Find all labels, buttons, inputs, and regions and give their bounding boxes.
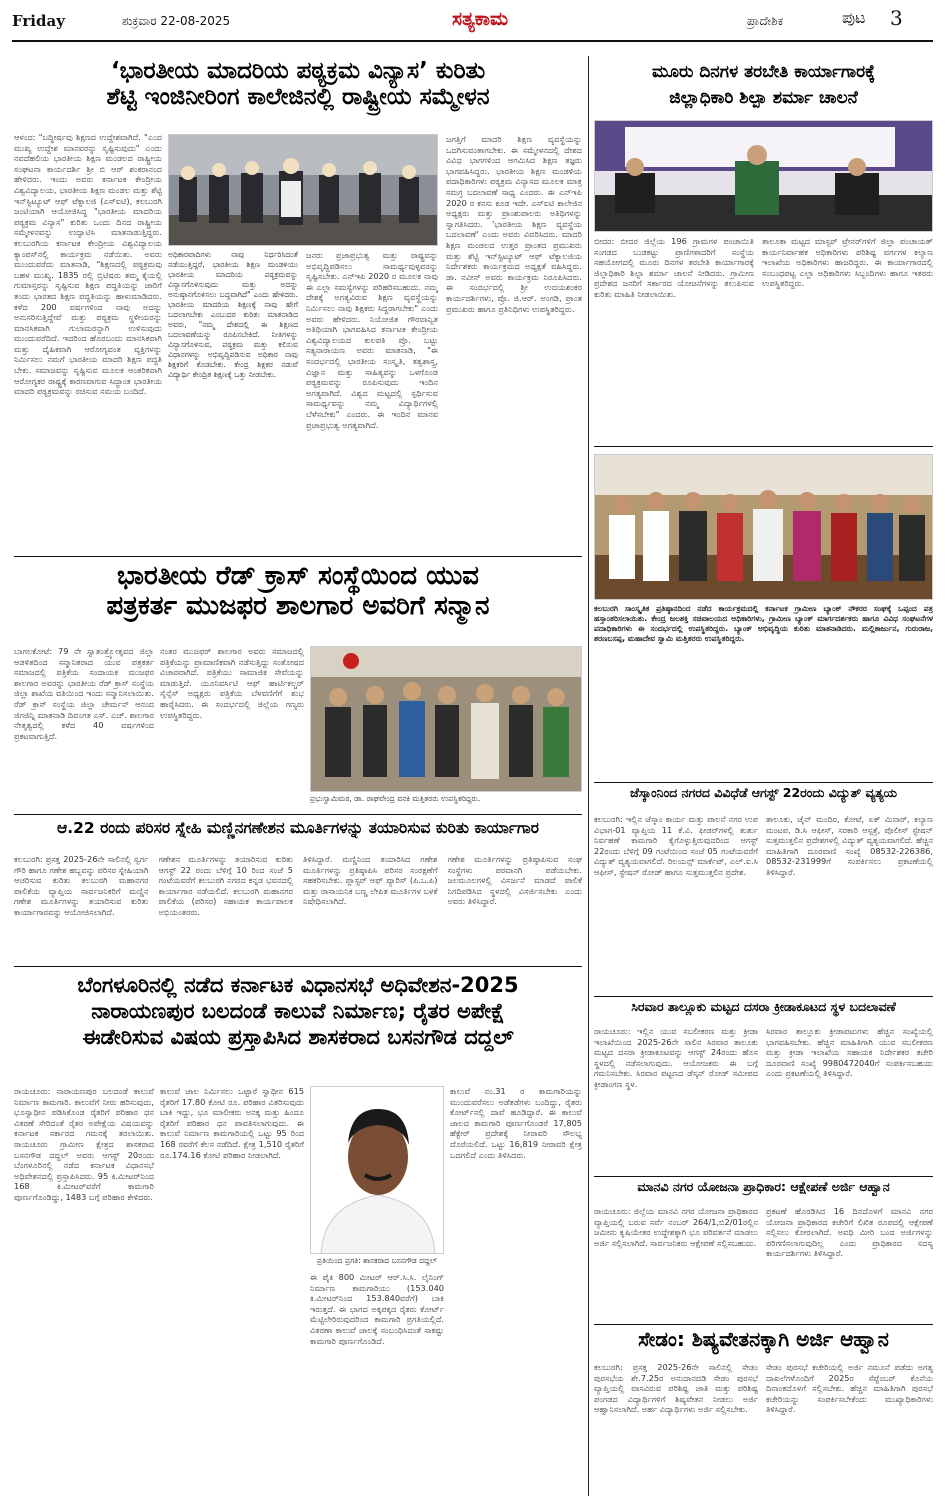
divider [594, 782, 933, 783]
article4-col2: ಕಾಲುವೆ ಜಾಲ ನಿರ್ಮಿಸಲು ಒಟ್ಟಾರೆ ಸ್ವಾಧೀನ 615 ರೈತರಿಗೆ 17.80 ಕೋಟಿ ರೂ. ಪರಿಹಾರ ವಿತರಿಸುವುದು ಬಾಕಿ ಇದ್ದು, ಭೂ ಮಾಲೀಕರು ಅನಕ್ಕ ಮತ್ತು ಹಿಂದೂ ರೈತರಿಗೆ ಪರಿಹಾರ ಧನ ಪಾವತಿಸಲಾಗುವುದು. ಈ ಕಾಲುವೆ ನಿರ್ಮಾಣ ಕಾಮಗಾರಿಯಲ್ಲಿ ಒಟ್ಟು 95 ರಿಂದ 168 ರವರೆಗೆ ಕೆಲಸ ನಡೆದಿದೆ. ಕ್ಷೇತ್ರ 1,510 ರೈತರಿಗೆ ರೂ.174.16 ಕೋಟಿ ಪರಿಹಾರ ನೀಡಲಾಗಿದೆ. [160, 1086, 304, 1160]
header-rule [12, 40, 933, 42]
article3-headline: ಆ.22 ರಂದು ಪರಿಸರ ಸ್ನೇಹಿ ಮಣ್ಣಿನಗಣೇಶನ ಮೂರ್ತಿಗಳನ್ನು ತಯಾರಿಸುವ ಕುರಿತು ಕಾರ್ಯಾಗಾರ [57, 820, 539, 837]
divider [14, 814, 582, 815]
article4-headline [14, 972, 582, 1078]
article4-col1: ರಾಯಚೂರು: ನಾರಾಯಣಪುರ ಬಲದಂಡೆ ಕಾಲುವೆ ನಿರ್ಮಾಣ ಕಾಮಗಾರಿ. ಕಾಲುವೆಗೆ ನೀರು ಹರಿಸುವುದು, ಭೂಸ್ವಾಧೀನ ಪಡಿಸಿಕೊಂಡ ರೈತರಿಗೆ ಪರಿಹಾರ ಧನ ವಿತರಣೆ ಸೇರಿದಂತೆ ರೈತರ ಅಪೇಕ್ಷೆಯ ವಿಷಯವನ್ನು ಕರ್ನಾಟಕ ಸರ್ಕಾರದ ಗಮನಕ್ಕೆ ತರಲಾಯಿತು. ರಾಯಚೂರು ಗ್ರಾಮೀಣ ಕ್ಷೇತ್ರದ ಶಾಸಕರಾದ ಬಸನಗೌಡ ದದ್ದಲ್ ಅವರು ಆಗಸ್ಟ್ 20ರಂದು ಬೆಂಗಳೂರಿನಲ್ಲಿ ನಡೆದ ಕರ್ನಾಟಕ ವಿಧಾನಸಭೆ ಅಧಿವೇಶನದಲ್ಲಿ ಪ್ರಸ್ತಾಪಿಸಿದರು. 95 ಕಿ.ಮೀಟರ್‌ನಿಂದ 168 ಕಿ.ಮೀಟರ್‌ವರೆಗೆ ಕಾಮಗಾರಿ ಪೂರ್ಣಗೊಂಡಿದ್ದು, 1483 ಬಗ್ಗೆ ಪರಿಹಾರ ಕೇಳಿದರು. [14, 1086, 154, 1202]
sidebar2-caption: ಕಲಬುರಗಿ ಸಾಂಸ್ಕೃತಿಕ ಪ್ರತಿಷ್ಠಾನದಿಂದ ನಡೆದ ಕಾರ್ಯಕ್ರಮದಲ್ಲಿ ಕರ್ನಾಟಕ ಗ್ರಾಮೀಣ ಬ್ಯಾಂಕ್ ನೌಕರರ ಸಂಘಕ್ಕೆ ಒಪ್ಪಂದ ಪತ್ರ ಹಸ್ತಾಂತರಿಸಲಾಯಿತು. ಕೇಂದ್ರ ಜಲಶಕ್ತಿ ಸಚಿವಾಲಯದ ಅಧಿಕಾರಿಗಳು, ಗ್ರಾಮೀಣ ಬ್ಯಾಂಕ್ ಮಾರ್ಗದರ್ಶಕರು ಹಾಗೂ ವಿವಿಧ ಸಂಘಟನೆಗಳ ಪದಾಧಿಕಾರಿಗಳು ಈ ಸಂದರ್ಭದಲ್ಲಿ ಉಪಸ್ಥಿತರಿದ್ದರು. ಬ್ಯಾಂಕ್ ಅಭಿವೃದ್ಧಿಯ ಕುರಿತು ಮಾತನಾಡಿದರು. ಮಲ್ಲಿಕಾರ್ಜುನ, ಗುರುರಾಜ, ಶರಣಬಸಪ್ಪ, ಮಹಾದೇವ ಸ್ವಾಮಿ ಮತ್ತಿತರರು ಉಪಸ್ಥಿತರಿದ್ದರು. [594, 604, 933, 643]
article4-col4: ಕಾಲುವೆ ನಂ.31 ರ ಕಾಮಗಾರಿಯನ್ನು ಮುಂದುವರೆಸಲು ಅಡೆತಡೆಗಳು ಬಂದಿದ್ದು, ರೈತರು ಕೋರ್ಟ್‌ನಲ್ಲಿ ದಾವೆ ಹೂಡಿದ್ದಾರೆ. ಈ ಕಾಲುವೆ ಜಾಲದ ಕಾಮಗಾರಿ ಪೂರ್ಣಗೊಂಡರೆ 17,805 ಹೆಕ್ಟೇರ್ ಪ್ರದೇಶಕ್ಕೆ ನೀರಾವರಿ ಸೌಲಭ್ಯ ದೊರೆಯಲಿದೆ. ಒಟ್ಟು 16,819 ನೀರಾವರಿ ಕ್ಷೇತ್ರ ಒದಗಲಿದೆ ಎಂದು ತಿಳಿಸಿದರು. [450, 1086, 582, 1160]
sidebar1-headline-line1: ಮೂರು ದಿನಗಳ ತರಬೇತಿ ಕಾರ್ಯಾಗಾರಕ್ಕೆ [651, 62, 876, 82]
divider [14, 556, 582, 557]
day-label: Friday [12, 12, 65, 30]
article3-col4: ಗಣೇಶ ಮೂರ್ತಿಗಳನ್ನು ಪ್ರತಿಷ್ಠಾಪಿಸುವ ಸಂಘ ಸಂಸ್ಥೆಗಳು ಪರವಾನಗಿ ಪಡೆಯಬೇಕು. ಜಲಮೂಲಗಳಲ್ಲಿ ವಿಸರ್ಜನೆ ಮಾಡದೆ ಪಾಲಿಕೆ ನಿಗದಿಪಡಿಸಿದ ಸ್ಥಳದಲ್ಲಿ ವಿಸರ್ಜಿಸಬೇಕು ಎಂದು ಅವರು ತಿಳಿಸಿದ್ದಾರೆ. [447, 854, 582, 907]
sidebar5-col1: ರಾಯಚೂರು: ಜಿಲ್ಲೆಯ ಮಾನವಿ ನಗರ ಯೋಜನಾ ಪ್ರಾಧಿಕಾರದ ವ್ಯಾಪ್ತಿಯಲ್ಲಿ ಬರುವ ಸರ್ವೆ ನಂಬರ್ 264/1,ಬಿ2/01ರಲ್ಲಿನ ಜಮೀನು ಕೃಷಿಯೇತರ ಉದ್ದೇಶಕ್ಕಾಗಿ ಭೂ ಪರಿವರ್ತನೆ ಮಾಡಲು ಅರ್ಜಿ ಸಲ್ಲಿಸಲಾಗಿದೆ. ಸಾರ್ವಜನಿಕರು ಆಕ್ಷೇಪಣೆ ಸಲ್ಲಿಸಬಹುದು. [594, 1206, 758, 1248]
article2-col1: ಬಾಗಲಕೋಟೆ: 79 ನೇ ಸ್ವಾತಂತ್ರ್ಯೋತ್ಸವದ ಜಿಲ್ಲಾ ಆಡಳಿತದಿಂದ ಸನ್ಮಾನಿತರಾದ ಯುವ ಪತ್ರಕರ್ತ ಸಮಾಜದಲ್ಲಿ ಪತ್ರಿಕೆಯ ಸಂದಾಯಕ ಮುಜಫರ ಶಾಲಗಾರ ಅವರನ್ನು ಭಾರತೀಯ ರೆಡ್ ಕ್ರಾಸ್ ಸಂಸ್ಥೆಯ ಜಿಲ್ಲಾ ಶಾಖೆಯ ವತಿಯಿಂದ ಇಂದು ಸನ್ಮಾನಿಸಲಾಯಿತು. ರೆಡ್ ಕ್ರಾಸ್ ಸಂಸ್ಥೆಯ ಜಿಲ್ಲಾ ಚೇರ್ಮನ್ ಆನಂದ ಜಿಗಜಿನ್ನಿ ಮಾತನಾಡಿ ದಿವಂಗತ ಎಸ್. ಎಚ್. ಶಾಲಗಾರ ನೇತೃತ್ವದಲ್ಲಿ ಕಳೆದ 40 ವರ್ಷಗಳಿಂದ ಪ್ರಕಟವಾಗುತ್ತಿದೆ. [14, 646, 154, 741]
article3-col2: ಗಣೇಶನ ಮೂರ್ತಿಗಳನ್ನು ತಯಾರಿಸುವ ಕುರಿತು ಆಗಸ್ಟ್ 22 ರಂದು ಬೆಳಿಗ್ಗೆ 10 ರಿಂದ ಸಂಜೆ 5 ಗಂಟೆಯವರೆಗೆ ಕಲಬುರಗಿ ನಗರದ ಕನ್ನಡ ಭವನದಲ್ಲಿ ಕಾರ್ಯಾಗಾರ ನಡೆಯಲಿದೆ. ಕಲಬುರಗಿ ಮಹಾನಗರ ಪಾಲಿಕೆಯ (ಪರಿಸರ) ಸಹಾಯಕ ಕಾರ್ಯಪಾಲಕ ಅಭಿಯಂತರರು. [158, 854, 293, 917]
column-divider [588, 56, 589, 1496]
sidebar2-photo [594, 454, 933, 600]
sidebar3-col2: ತಾಲೂಕು, ಜೈನ್ ಮಂದಿರ, ಕೋಟೆ, ಏಕ್ ಮಿನಾರ್, ಕಲ್ಯಾಣ ಮಂಟಪ, ಡಿ.ಸಿ ಆಫೀಸ್, ಸರಕಾರಿ ಆಸ್ಪತ್ರೆ, ಪೊಲೀಸ್ ಸ್ಟೇಷನ್ ಸುತ್ತಮುತ್ತಲಿನ ಪ್ರದೇಶಗಳಲ್ಲಿ ವಿದ್ಯುತ್ ವ್ಯತ್ಯಯವಾಗಲಿದೆ. ಹೆಚ್ಚಿನ ಮಾಹಿತಿಗಾಗಿ ದೂರವಾಣಿ ಸಂಖ್ಯೆ 08532-226386, 08532-231999ಗೆ ಸಂಪರ್ಕಿಸಲು ಪ್ರಕಟಣೆಯಲ್ಲಿ ತಿಳಿಸಿದ್ದಾರೆ. [766, 814, 933, 877]
masthead: ಸತ್ಯಕಾಮ [452, 8, 509, 30]
article4-headline-line3: ಈಡೇರಿಸುವ ವಿಷಯ ಪ್ರಸ್ತಾಪಿಸಿದ ಶಾಸಕರಾದ ಬಸನಗೌಡ ದದ್ದಲ್ [82, 1025, 514, 1050]
sidebar4-headline: ಸಿರವಾರ ತಾಲ್ಲೂಕು ಮಟ್ಟದ ದಸರಾ ಕ್ರೀಡಾಕೂಟದ ಸ್ಥಳ ಬದಲಾವಣೆ [631, 1000, 896, 1014]
sidebar1-headline-line2: ಜಿಲ್ಲಾಧಿಕಾರಿ ಶಿಲ್ಪಾ ಶರ್ಮಾ ಚಾಲನೆ [669, 87, 858, 108]
date-label: ಶುಕ್ರವಾರ 22-08-2025 [122, 14, 231, 28]
sidebar1-headline [594, 60, 933, 116]
sidebar5-headline: ಮಾನವಿ ನಗರ ಯೋಜನಾ ಪ್ರಾಧಿಕಾರ: ಆಕ್ಷೇಪಣೆ ಅರ್ಜಿ ಆಹ್ವಾನ [637, 1180, 890, 1194]
article3-body [14, 854, 582, 960]
sidebar3-col1: ಕಲಬುರಗಿ: ಇಲ್ಲಿನ ಜೆಸ್ಕಾಂ ಕಾರ್ಯ ಮತ್ತು ಪಾಲನೆ ನಗರ ಉಪ ವಿಭಾಗ-01 ವ್ಯಾಪ್ತಿಯ 11 ಕೆ.ವಿ. ಫೀಡರ್‌ಗಳಲ್ಲಿ ತುರ್ತು ನಿರ್ವಹಣೆ ಕಾಮಗಾರಿ ಕೈಗೊಳ್ಳುತ್ತಿರುವುದರಿಂದ ಆಗಸ್ಟ್ 22ರಂದು ಬೆಳಿಗ್ಗೆ 09 ಗಂಟೆಯಿಂದ ಸಂಜೆ 05 ಗಂಟೆಯವರೆಗೆ ವಿದ್ಯುತ್ ವ್ಯತ್ಯಯವಾಗಲಿದೆ. ರಿಲಯನ್ಸ್ ಮಾರ್ಕೆಟ್, ಎಲ್.ಐ.ಸಿ ಆಫೀಸ್, ಸ್ಟೇಷನ್ ರೋಡ್ ಹಾಗೂ ಸುತ್ತಮುತ್ತಲಿನ ಪ್ರದೇಶ. [594, 814, 758, 877]
sidebar1-col2: ತಾಲೂಕಾ ಮಟ್ಟದ ಮಾಸ್ಟರ್ ಟ್ರೇನರ್‌ಗಳಿಗೆ ಜಿಲ್ಲಾ ಪಂಚಾಯತ್ ಕಾರ್ಯನಿರ್ವಾಹಕ ಅಧಿಕಾರಿಗಳು ಪರಿಶಿಷ್ಟ ವರ್ಗಗಳ ಕಲ್ಯಾಣ ಇಲಾಖೆಯ ಅಧಿಕಾರಿಗಳು ಹಾಜರಿದ್ದರು. ಈ ಕಾರ್ಯಾಗಾರದಲ್ಲಿ ಸಂಬಂಧಪಟ್ಟ ಎಲ್ಲಾ ಅಧಿಕಾರಿಗಳು ಸಿಬ್ಬಂದಿಗಳು ಹಾಗೂ ಇತರರು ಉಪಸ್ಥಿತರಿದ್ದರು. [762, 236, 933, 289]
article4-caption: ಪ್ರತಿಯಿಂದ ಪ್ರಗತಿ: ಶಾಸಕರಾದ ಬಸನಗೌಡ ದದ್ದಲ್ [316, 1256, 438, 1265]
article2-headline [14, 562, 582, 640]
sidebar6-col1: ಕಲಬುರಗಿ: ಪ್ರಸಕ್ತ 2025-26ನೇ ಸಾಲಿನಲ್ಲಿ ಸೇಡಂ ಪುರಸಭೆಯ ಶೇ.7.25ರ ಅನುದಾನದಡಿ ಸೇಡಂ ಪುರಸಭೆ ವ್ಯಾಪ್ತಿಯಲ್ಲಿ ವಾಸವಿರುವ ಪರಿಶಿಷ್ಟ ಜಾತಿ ಮತ್ತು ಪರಿಶಿಷ್ಟ ಪಂಗಡದ ವಿದ್ಯಾರ್ಥಿಗಳಿಗೆ ಶಿಷ್ಯವೇತನ ನೀಡಲು ಅರ್ಜಿ ಆಹ್ವಾನಿಸಲಾಗಿದೆ. ಅರ್ಹ ವಿದ್ಯಾರ್ಥಿಗಳು ಅರ್ಜಿ ಸಲ್ಲಿಸಬೇಕು. [594, 1362, 758, 1415]
article4-col3: ಈ ಪೈಕಿ 800 ಮೀಟರ್ ಆರ್.ಸಿ.ಸಿ. ಲೈನಿಂಗ್ ನಿರ್ಮಾಣ ಕಾಮಗಾರಿಯು (153.040 ಕಿ.ಮೀಟರ್‌ನಿಂದ 153.840ವರೆಗೆ) ಬಾಕಿ ಇರುತ್ತದೆ. ಈ ಭಾಗದ ಅಕ್ಕಪಕ್ಕದ ರೈತರು ಕೋರ್ಟ್ ಮೆಟ್ಟಿಲೇರಿರುವುದರಿಂದ ಕಾಮಗಾರಿ ಪ್ರಗತಿಯಲ್ಲಿದೆ. ವಿತರಣಾ ಕಾಲುವೆ ಜಾಲಕ್ಕೆ ಸಂಬಂಧಿಸಿದಂತೆ ಸಾಕಷ್ಟು ಕಾಮಗಾರಿ ಪೂರ್ಣಗೊಂಡಿದೆ. [310, 1272, 444, 1346]
article1-headline [14, 58, 582, 128]
article4-headline-line1: ಬೆಂಗಳೂರಿನಲ್ಲಿ ನಡೆದ ಕರ್ನಾಟಕ ವಿಧಾನಸಭೆ ಅಧಿವೇಶನ-2025 [77, 973, 519, 997]
divider [594, 446, 933, 447]
article2-col2: ನಂತರ ಮುಜಫರ್ ಶಾಲಗಾರ ಅವರು ಸಮಾಜದಲ್ಲಿ ಪತ್ರಿಕೆಯನ್ನು ಪ್ರಾಮಾಣಿಕವಾಗಿ ನಡೆಸುತ್ತಿದ್ದು ಸಂತೋಷದ ವಿಚಾರವಾಗಿದೆ. ಪತ್ರಿಕೆಯು ಸಾಮಾಜಿಕ ಸೇವೆಯನ್ನು ಮಾಡುತ್ತಿದೆ. ಯೂನಿವರ್ಸಿಟಿ ಆಫ್ ಹಾರ್ಟಿಕಲ್ಚರ್ ಸೈನ್ಸೆಸ್ ಅಧ್ಯಕ್ಷರು ಪತ್ರಿಕೆಯ ಬೆಳವಣಿಗೆಗೆ ಶುಭ ಹಾರೈಸಿದರು. ಈ ಸಂದರ್ಭದಲ್ಲಿ ಜಿಲ್ಲೆಯ ಗಣ್ಯರು ಉಪಸ್ಥಿತರಿದ್ದರು. [160, 646, 304, 720]
divider [594, 996, 933, 997]
sidebar6-headline: ಸೇಡಂ: ಶಿಷ್ಯವೇತನಕ್ಕಾಗಿ ಅರ್ಜಿ ಆಹ್ವಾನ [638, 1328, 889, 1351]
sidebar6-col2: ಸೇಡಂ ಪುರಸಭೆ ಕಚೇರಿಯಲ್ಲಿ ಅರ್ಜಿ ನಮೂನೆ ಪಡೆದು ಅಗತ್ಯ ದಾಖಲೆಗಳೊಂದಿಗೆ 2025ರ ಸೆಪ್ಟೆಂಬರ್ ಕೊನೆಯ ದಿನಾಂಕದೊಳಗೆ ಸಲ್ಲಿಸಬೇಕು. ಹೆಚ್ಚಿನ ಮಾಹಿತಿಗಾಗಿ ಪುರಸಭೆ ಕಚೇರಿಯನ್ನು ಸಂಪರ್ಕಿಸಬೇಕೆಂದು ಮುಖ್ಯಾಧಿಕಾರಿಗಳು ತಿಳಿಸಿದ್ದಾರೆ. [766, 1362, 933, 1415]
sidebar1-col1: ಬೀದರ: ಬೀದರ ಜಿಲ್ಲೆಯ 196 ಗ್ರಾಮಗಳ ಪಂಚಾಯಿತಿ ಸಂಗಡದ ಬುಡಕಟ್ಟು ಪ್ರಾಣಿಗಳಾದರಿಗೆ ಸಂಸ್ಥೆಯ ಸಹಯೋಗದಲ್ಲಿ ಮೂರು ದಿನಗಳ ತರಬೇತಿ ಕಾರ್ಯಾಗಾರಕ್ಕೆ ಜಿಲ್ಲಾಧಿಕಾರಿ ಶಿಲ್ಪಾ ಶರ್ಮಾ ಚಾಲನೆ ನೀಡಿದರು. ಗ್ರಾಮೀಣ ಪ್ರದೇಶದ ಜನರಿಗೆ ಸರ್ಕಾರದ ಯೋಜನೆಗಳನ್ನು ತಲುಪಿಸುವ ಕುರಿತು ಮಾಹಿತಿ ನೀಡಲಾಯಿತು. [594, 236, 754, 299]
page-header [12, 6, 933, 40]
article2-caption: ಪ್ರಭುಸ್ವಾಮಿಮಠ, ಡಾ. ರಾಘವೇಂದ್ರ ವನಕಿ ಮತ್ತಿತರರು ಉಪಸ್ಥಿತರಿದ್ದರು. [310, 794, 481, 803]
page-number: 3 [890, 6, 903, 30]
article1-headline-line2: ಶೆಟ್ಟಿ ಇಂಜಿನೀರಿಂಗ ಕಾಲೇಜಿನಲ್ಲಿ ರಾಷ್ಟ್ರೀಯ ಸಮ್ಮೇಳನ [106, 84, 490, 111]
divider [594, 1176, 933, 1177]
article3-col1: ಕಲಬುರಗಿ: ಪ್ರಸಕ್ತ 2025-26ನೇ ಸಾಲಿನಲ್ಲಿ ಸ್ವರ್ಗ ಗೌರಿ ಹಾಗೂ ಗಣೇಶ ಹಬ್ಬವನ್ನು ಪರಿಸರ ಸ್ನೇಹಿಯಾಗಿ ಆಚರಿಸುವ ಕುರಿತು ಕಲಬುರಗಿ ಮಹಾನಗರ ಪಾಲಿಕೆಯ ವ್ಯಾಪ್ತಿಯ ಸಾರ್ವಜನಿಕರಿಗೆ ಮಣ್ಣಿನ ಗಣೇಶ ಮೂರ್ತಿಗಳನ್ನು ತಯಾರಿಸುವ ಕುರಿತು ಕಾರ್ಯಾಗಾರವನ್ನು ಆಯೋಜಿಸಲಾಗಿದೆ. [14, 854, 149, 917]
sidebar4-col2: ಸಿರವಾರ ತಾಲ್ಲೂಕು ಕ್ರೀಡಾಪಟುಗಳು ಹೆಚ್ಚಿನ ಸಂಖ್ಯೆಯಲ್ಲಿ ಭಾಗವಹಿಸಬೇಕು. ಹೆಚ್ಚಿನ ಮಾಹಿತಿಗಾಗಿ ಯುವ ಸಬಲೀಕರಣ ಮತ್ತು ಕ್ರೀಡಾ ಇಲಾಖೆಯ ಸಹಾಯಕ ನಿರ್ದೇಶಕರ ಕಚೇರಿ ದೂರವಾಣಿ ಸಂಖ್ಯೆ 9980472040ಗೆ ಸಂಪರ್ಕಿಸಬಹುದು ಎಂದು ಪ್ರಕಟಣೆಯಲ್ಲಿ ತಿಳಿಸಿದ್ದಾರೆ. [766, 1026, 933, 1079]
sidebar3-headline: ಜೆಸ್ಕಾಂನಿಂದ ನಗರದ ವಿವಿಧೆಡೆ ಆಗಸ್ಟ್ 22ರಂದು ವಿದ್ಯುತ್ ವ್ಯತ್ಯಯ [629, 786, 898, 800]
sidebar1-photo [594, 120, 933, 232]
divider [594, 1324, 933, 1325]
page-label: ಪುಟ [842, 8, 866, 27]
article2-photo [310, 646, 582, 792]
article1-photo [168, 134, 438, 246]
article4-portrait [310, 1086, 444, 1254]
sidebar4-col1: ರಾಯಚೂರು: ಇಲ್ಲಿನ ಯುವ ಸಬಲೀಕರಣ ಮತ್ತು ಕ್ರೀಡಾ ಇಲಾಖೆಯಿಂದ 2025-26ನೇ ಸಾಲಿನ ಸಿರವಾರ ತಾಲೂಕು ಮಟ್ಟದ ದಸರಾ ಕ್ರೀಡಾಕೂಟವನ್ನು ಆಗಸ್ಟ್ 24ರಂದು ಹೊಸ ಸ್ಥಳದಲ್ಲಿ ನಡೆಸಲಾಗುವುದು. ಆಯೋಜಕರು ಈ ಬಗ್ಗೆ ಗಮನಿಸಬೇಕು. ಸಿರವಾರ ಪಟ್ಟಣದ ಡೆಸ್ಕನ್ ರೋಡ್ ಸಮೀಪದ ಕ್ರೀಡಾಂಗಣ ಸ್ಥಳ. [594, 1026, 758, 1089]
article1-headline-line1: ‘ಭಾರತೀಯ ಮಾದರಿಯ ಪಠ್ಯಕ್ರಮ ವಿನ್ಯಾಸ’ ಕುರಿತು [110, 58, 486, 84]
article2-headline-line2: ಪತ್ರಕರ್ತ ಮುಜಫರ ಶಾಲಗಾರ ಅವರಿಗೆ ಸನ್ಮಾನ [106, 590, 490, 621]
article2-headline-line1: ಭಾರತೀಯ ರೆಡ್ ಕ್ರಾಸ್ ಸಂಸ್ಥೆಯಿಂದ ಯುವ [117, 562, 479, 591]
article1-col2: ಅಧಿಕಾರವಾದಿಗಳು ನಾವು ನಿರ್ಧರಿಸಿದಂತೆ ನಡೆಯುತ್ತಿದ್ದರೆ, ಭಾರತೀಯ ಶಿಕ್ಷಣ ಮಂಡಳಿಯು ಭಾರತೀಯ ಮಾದರಿಯ ಪಠ್ಯಕ್ರಮವನ್ನು ವಿನ್ಯಾಸಗೊಳಿಸುವುದು ಮತ್ತು ಅದನ್ನು ಅನುಷ್ಠಾನಗೊಳಿಸಲು ಬದ್ಧವಾಗಿದೆ" ಎಂದು ಹೇಳಿದರು. ಭಾರತೀಯ ಮಾದರಿಯ ಶಿಕ್ಷಣಕ್ಕೆ ನಾವು ಹೇಗೆ ಬದಲಾಗಬೇಕು ಎಂಬುದರ ಕುರಿತು ಮಾತನಾಡಿದ ಅವರು, "ನಮ್ಮ ದೇಶದಲ್ಲಿ ಈ ಶಿಕ್ಷಣದ ಬದಲಾವಣೆಯನ್ನು ರೂಪಿಸಬೇಕಿದೆ. ನೀತಿಗಳನ್ನು ವಿನ್ಯಾಸಗೊಳಿಸುವ, ಪಠ್ಯಕ್ರಮ ಮತ್ತು ಕಲಿಸುವ ವಿಧಾನಗಳನ್ನು ಅಭಿವೃದ್ಧಿಪಡಿಸುವ ಅಧಿಕಾರ ನಾವು ಶಿಕ್ಷಕರಿಗೆ ಕೊಡಬೇಕು. ಕೇಂದ್ರ ಶಿಕ್ಷಕರ ನಡುವೆ ವಿದ್ಯಾರ್ಥಿ ಕೇಂದ್ರಿತ ಶಿಕ್ಷಣಕ್ಕೆ ಒತ್ತು ನೀಡಬೇಕು. [168, 250, 298, 379]
article1-col1: ಆಳಂದ: "ಬದ್ಧೀರ್ಷವು ಶಿಕ್ಷಣದ ಉದ್ದೇಶವಾಗಿದೆ. "ಎಂದ ಮುಖ್ಯ ಉದ್ದೇಶ ಮಾನವರನ್ನು ಸೃಷ್ಟಿಸುವುದು" ಎಂದು ನವದೆಹಲಿಯ ಭಾರತೀಯ ಶಿಕ್ಷಣ ಮಂಡಲದ ರಾಷ್ಟ್ರೀಯ ಸಂಘಟನಾ ಕಾರ್ಯದರ್ಶಿ ಶ್ರೀ ಬಿ ಆರ್ ಶಂಕರಾನಂದ ಹೇಳಿದರು. ಇಂದು ಅವರು ಕರ್ನಾಟಕ ಕೇಂದ್ರೀಯ ವಿಶ್ವವಿದ್ಯಾಲಯ, ಭಾರತೀಯ ಶಿಕ್ಷಣ ಮಂಡಲ ಮತ್ತು ಶೆಟ್ಟಿ ಇನ್‌ಸ್ಟಿಟ್ಯೂಟ್ ಆಫ್ ಟೆಕ್ನಾಲಜಿ (ಎಸ್‌ಐಟಿ), ಕಲಬುರಗಿ ಜಂಟಿಯಾಗಿ ಆಯೋಜಿಸಿದ್ದ "ಭಾರತೀಯ ಮಾದರಿಯ ಪಠ್ಯಕ್ರಮ ವಿನ್ಯಾಸ" ಕುರಿತು ಒಂದು ದಿನದ ರಾಷ್ಟ್ರೀಯ ಸಮ್ಮೇಳನವನ್ನು ಉದ್ಘಾಟಿಸಿ ಮಾತನಾಡುತ್ತಿದ್ದರು. ಕಲಬುರಗಿಯ ಕರ್ನಾಟಕ ಕೇಂದ್ರೀಯ ವಿಶ್ವವಿದ್ಯಾಲಯ ಕ್ಯಾಂಪಸ್‌ನಲ್ಲಿ ಕಾರ್ಯಕ್ರಮ ನಡೆಯಿತು. ಅವರು ಮುಂದುವರೆದು ಮಾತನಾಡಿ, "ಶಿಕ್ಷಣದಲ್ಲಿ ಪಠ್ಯಕ್ರಮವು ಬಹಳ ಮುಖ್ಯ. 1835 ರಲ್ಲಿ ಬ್ರಿಟಿಷರು ತಮ್ಮ ಕೈಯಲ್ಲಿ ಗುಮಾಸ್ತರನ್ನು ಸೃಷ್ಟಿಸುವ ಶಿಕ್ಷಣ ಪದ್ಧತಿಯನ್ನು ಜಾರಿಗೆ ತಂದು ಭಾರತದ ಶಿಕ್ಷಣ ಪದ್ಧತಿಯನ್ನು ಹಾಳುಮಾಡಿದರು. ಕಳೆದ 200 ವರ್ಷಗಳಿಂದ ನಾವು ಅದನ್ನು ಅನುಸರಿಸುತ್ತಿದ್ದೇವೆ ಮತ್ತು ಪಠ್ಯಕ್ರಮ ಸ್ಥಳೀಯರನ್ನು ಮಾನಸಿಕವಾಗಿ ಗುಲಾಮರನ್ನಾಗಿ ಉಳಿಸುವುದು ಮುಂದುವರೆದಿದೆ. ಇದರಿಂದ ಹೊರಬಂದು ಮಾನಸಿಕವಾಗಿ ಮತ್ತು ದೈಹಿಕವಾಗಿ ಆರೋಗ್ಯವಂತ ವ್ಯಕ್ತಿಗಳನ್ನು ನಿರ್ಮಿಸಲು ನಮಗೆ ಭಾರತೀಯ ಮಾದರಿ ಶಿಕ್ಷಣ ಪದ್ಧತಿ ಬೇಕು. ಸಮಾಜವನ್ನು ಸೃಷ್ಟಿಸುವ ಮೂಲಕ ಆಂತರಿಕವಾಗಿ ಆರೋಗ್ಯಕರ ರಾಷ್ಟ್ರಕ್ಕೆ ಕಾರಣವಾಗುವ ಸಿದ್ಧಾಂತ ಭಾರತೀಯ ಮಾದರಿ ಪಠ್ಯಕ್ರಮವನ್ನು ರಚಿಸುವ ಸಮಯ ಬಂದಿದೆ. [14, 132, 162, 397]
article1-col3: ಜನರು ಪ್ರಜಾಪ್ರಭುತ್ವ ಮತ್ತು ರಾಷ್ಟ್ರವನ್ನು ಅಭಿವೃದ್ಧಿಪಡಿಸಲು ಸಾಮರ್ಥ್ಯವುಳ್ಳವರನ್ನು ಸೃಷ್ಟಿಸಬೇಕು. ಎನ್‌ಇಪಿ 2020 ರ ಮೂಲಕ ನಾವು ಈ ಎಲ್ಲಾ ಸಮಸ್ಯೆಗಳನ್ನು ಪರಿಹರಿಸಬಹುದು. ನಮ್ಮ ದೇಶಕ್ಕೆ ಅಗತ್ಯವಿರುವ ಶಿಕ್ಷಣ ವ್ಯವಸ್ಥೆಯನ್ನು ನಿರ್ಮಿಸಲು ನಾವು ಶಿಕ್ಷಕರು ಸಿದ್ಧರಾಗಬೇಕು" ಎಂದು ಅವರು ಹೇಳಿದರು. ನಿಯೋಜಿತ ಗೌರವಾನ್ವಿತ ಅತಿಥಿಯಾಗಿ ಭಾಗವಹಿಸಿದ ಕರ್ನಾಟಕ ಕೇಂದ್ರೀಯ ವಿಶ್ವವಿದ್ಯಾಲಯದ ಕುಲಪತಿ ಪ್ರೊ. ಬಟ್ಟು ಸತ್ಯನಾರಾಯಣ ಅವರು ಮಾತನಾಡಿ, "ಈ ಸಂದರ್ಭದಲ್ಲಿ ಭಾರತೀಯ ಸಂಸ್ಕೃತಿ, ತತ್ವಶಾಸ್ತ್ರ, ವಿಜ್ಞಾನ ಮತ್ತು ಸಾಹಿತ್ಯವನ್ನು ಒಳಗೊಂಡ ಪಠ್ಯಕ್ರಮವನ್ನು ರೂಪಿಸುವುದು ಇಂದಿನ ಅಗತ್ಯವಾಗಿದೆ. ವಿಶ್ವದ ಮಟ್ಟದಲ್ಲಿ ಸ್ಪರ್ಧಿಸುವ ಸಾಮರ್ಥ್ಯವನ್ನು ನಮ್ಮ ವಿದ್ಯಾರ್ಥಿಗಳಲ್ಲಿ ಬೆಳೆಸಬೇಕು" ಎಂದರು. ಈ ಇಂದಿನ ಮಾನವ ಪ್ರಜಾಪ್ರಭುತ್ವ ಅಗತ್ಯವಾಗಿದೆ. [306, 250, 438, 430]
section-label: ಪ್ರಾದೇಶಿಕ [747, 14, 784, 28]
divider [14, 966, 582, 967]
sidebar5-col2: ಪ್ರಕಟಣೆ ಹೊರಡಿಸಿದ 16 ದಿನದೊಳಗೆ ಮಾನವಿ ನಗರ ಯೋಜನಾ ಪ್ರಾಧಿಕಾರದ ಕಚೇರಿಗೆ ಲಿಖಿತ ರೂಪದಲ್ಲಿ ಆಕ್ಷೇಪಣೆ ಸಲ್ಲಿಸಲು ಕೋರಲಾಗಿದೆ. ಅವಧಿ ಮೀರಿ ಬಂದ ಅರ್ಜಿಗಳನ್ನು ಪರಿಗಣಿಸಲಾಗುವುದಿಲ್ಲ ಎಂದು ಪ್ರಾಧಿಕಾರದ ಸದಸ್ಯ ಕಾರ್ಯದರ್ಶಿಗಳು ತಿಳಿಸಿದ್ದಾರೆ. [766, 1206, 933, 1259]
article4-headline-line2: ನಾರಾಯಣಪುರ ಬಲದಂಡೆ ಕಾಲುವೆ ನಿರ್ಮಾಣ; ರೈತರ ಅಪೇಕ್ಷೆ [91, 999, 505, 1024]
article3-col3: ತಿಳಿಸಿದ್ದಾರೆ. ಮಣ್ಣಿನಿಂದ ತಯಾರಿಸಿದ ಗಣೇಶ ಮೂರ್ತಿಗಳನ್ನು ಪ್ರತಿಷ್ಠಾಪಿಸಿ ಪರಿಸರ ಸಂರಕ್ಷಣೆಗೆ ಸಹಕರಿಸಬೇಕು. ಪ್ಲಾಸ್ಟರ್ ಆಫ್ ಪ್ಯಾರಿಸ್ (ಪಿ.ಒ.ಪಿ) ಮತ್ತು ರಾಸಾಯನಿಕ ಬಣ್ಣ ಲೇಪಿತ ಮೂರ್ತಿಗಳ ಬಳಕೆ ನಿಷೇಧಿಸಲಾಗಿದೆ. [303, 854, 438, 907]
article1-col4: ಜಗತ್ತಿಗೆ ಮಾದರಿ ಶಿಕ್ಷಣ ವ್ಯವಸ್ಥೆಯನ್ನು ಒದಗಿಸುವಂತಾಗಬೇಕು. ಈ ಸಮ್ಮೇಳನದಲ್ಲಿ ದೇಶದ ವಿವಿಧ ಭಾಗಗಳಿಂದ ಆಗಮಿಸಿದ ಶಿಕ್ಷಣ ತಜ್ಞರು ಭಾಗವಹಿಸಿದ್ದರು. ಭಾರತೀಯ ಶಿಕ್ಷಣ ಮಂಡಳಿಯ ಪದಾಧಿಕಾರಿಗಳು ಪಠ್ಯಕ್ರಮ ವಿನ್ಯಾಸದ ಮೂಲಕ ಮಾತ್ರ ಸಮಗ್ರ ಬದಲಾವಣೆ ಸಾಧ್ಯ ಎಂದರು. ಈ ಎನ್‌ಇಪಿ 2020 ರ ಕನಸು ಕೂಡ ಇದೇ. ಎಸ್‌ಐಟಿ ಕಾಲೇಜಿನ ಅಧ್ಯಕ್ಷರು ಮತ್ತು ಪ್ರಾಂಶುಪಾಲರು ಅತಿಥಿಗಳನ್ನು ಸ್ವಾಗತಿಸಿದರು. 'ಭಾರತೀಯ ಶಿಕ್ಷಣ ವ್ಯವಸ್ಥೆಯ ಬದಲಾವಣೆ' ಎಂದು ಅವರು ವಿವರಿಸಿದರು. ಮಾದರಿ ಶಿಕ್ಷಣ ಮಂಡಲದ ಉತ್ತರ ಪ್ರಾಂತದ ಪ್ರಮುಖರು ಮತ್ತು ಶೆಟ್ಟಿ ಇನ್‌ಸ್ಟಿಟ್ಯೂಟ್ ಆಫ್ ಟೆಕ್ನಾಲಜಿಯ ನಿರ್ದೇಶಕರು ಕಾರ್ಯಕ್ರಮದ ಅಧ್ಯಕ್ಷತೆ ವಹಿಸಿದ್ದರು. ಡಾ. ನವೀನ್ ಅವರು ಕಾರ್ಯಕ್ರಮ ನಿರೂಪಿಸಿದರು. ಈ ಸಂದರ್ಭದಲ್ಲಿ ಶ್ರೀ ಉದಯಶಂಕರ ಕಾರ್ಯದರ್ಶಿಗಳು, ಪ್ರೊ. ಜಿ.ಆರ್. ಅಂಗಡಿ, ಪ್ರಾಂತ ಪ್ರಮುಖರು ಹಾಗೂ ಪ್ರತಿನಿಧಿಗಳು ಉಪಸ್ಥಿತರಿದ್ದರು. [446, 134, 582, 314]
